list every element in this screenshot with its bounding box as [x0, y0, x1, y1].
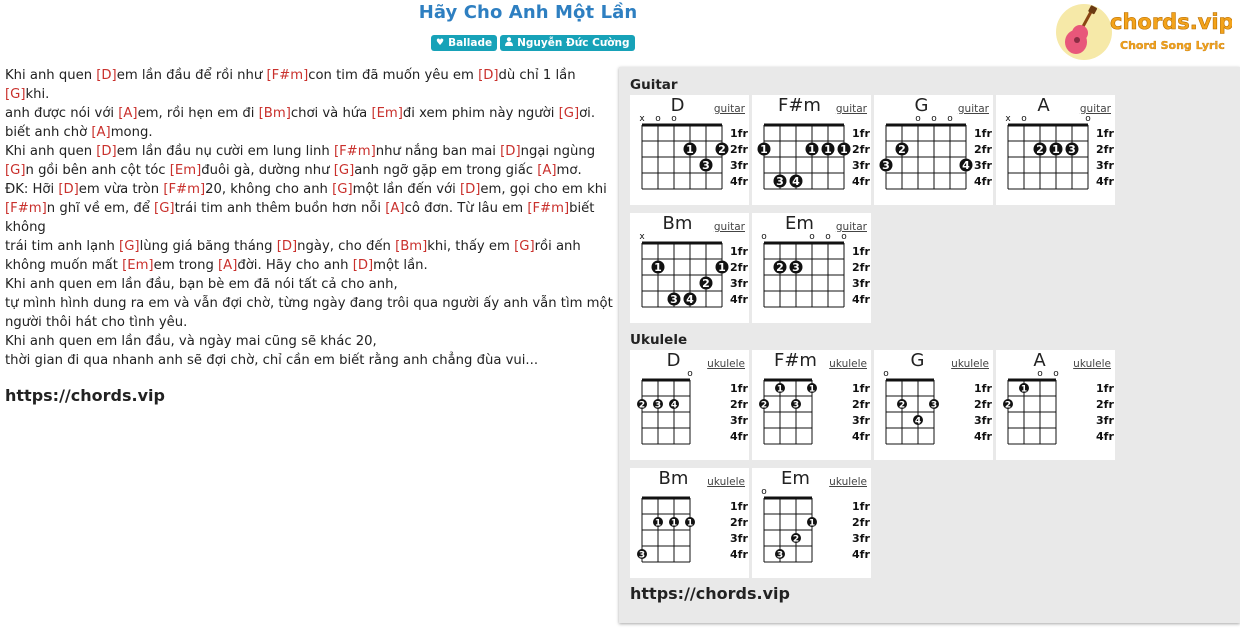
- chord-link[interactable]: [D]: [478, 68, 499, 83]
- chord-link[interactable]: [D]: [96, 68, 117, 83]
- chord-name: F#m: [774, 350, 817, 371]
- lyric-text: biết không: [5, 201, 595, 235]
- chord-instrument-link[interactable]: guitar: [713, 103, 745, 115]
- fret-label: 1fr: [730, 245, 748, 258]
- finger-number: 2: [1004, 400, 1012, 411]
- chord-link[interactable]: [Em]: [122, 258, 154, 273]
- finger-number: 2: [792, 534, 800, 545]
- finger-number: 1: [808, 384, 816, 395]
- chord-link[interactable]: [Em]: [169, 163, 202, 178]
- fret-label: 3fr: [974, 159, 992, 172]
- fret-label: 2fr: [1096, 398, 1114, 411]
- lyric-line: [5, 332, 613, 351]
- fret-label: 3fr: [852, 414, 870, 427]
- chord-link[interactable]: [G]: [558, 106, 580, 121]
- chord-instrument-link[interactable]: ukulele: [707, 476, 745, 488]
- fret-label: 1fr: [730, 500, 748, 513]
- lyric-line: [5, 294, 613, 332]
- lyric-text: rồi anh không muốn mất: [5, 239, 581, 273]
- fret-label: 1fr: [852, 245, 870, 258]
- chord-link[interactable]: [Em]: [371, 106, 403, 121]
- finger-number: 3: [930, 400, 938, 411]
- chord-link[interactable]: [A]: [537, 163, 557, 178]
- logo-tagline: Chord Song Lyric: [1120, 39, 1225, 52]
- fret-label: 2fr: [974, 143, 992, 156]
- finger-number: 3: [638, 550, 646, 561]
- lyric-text: dù chỉ 1 lần: [498, 68, 576, 83]
- fret-label: 2fr: [730, 398, 748, 411]
- finger-number: 3: [776, 175, 784, 188]
- fret-label: 1fr: [974, 127, 992, 140]
- chord-link[interactable]: [D]: [96, 144, 117, 159]
- finger-number: 2: [718, 143, 726, 156]
- fret-label: 4fr: [1096, 175, 1114, 188]
- fret-label: 2fr: [974, 398, 992, 411]
- chord-instrument-link[interactable]: ukulele: [829, 476, 867, 488]
- finger-number: 3: [792, 400, 800, 411]
- fret-label: 4fr: [730, 293, 748, 306]
- chord-link[interactable]: [A]: [91, 125, 111, 140]
- lyric-text: thời gian đi qua nhanh anh sẽ đợi chờ, chỉ cần em biết rằng anh chẳng đùa vui...: [5, 353, 539, 368]
- chord-link[interactable]: [Bm]: [395, 239, 428, 254]
- fret-label: 4fr: [852, 293, 870, 306]
- fret-label: 4fr: [730, 430, 748, 443]
- chord-link[interactable]: [F#m]: [163, 182, 206, 197]
- lyric-text: ngại ngùng: [520, 144, 596, 159]
- fret-label: 2fr: [852, 143, 870, 156]
- chord-link[interactable]: [G]: [154, 201, 175, 216]
- fret-label: 4fr: [974, 430, 992, 443]
- open-string-marker: o: [1053, 369, 1059, 379]
- chord-card-ukulele-em[interactable]: [752, 468, 871, 578]
- lyric-text: lùng giá băng tháng: [139, 239, 277, 254]
- chord-link[interactable]: [D]: [500, 144, 521, 159]
- finger-number: 1: [1052, 143, 1060, 156]
- muted-string-marker: x: [639, 232, 645, 242]
- fret-label: 1fr: [974, 382, 992, 395]
- fret-label: 3fr: [730, 532, 748, 545]
- muted-string-marker: x: [1005, 114, 1011, 124]
- chord-card-ukulele-bm[interactable]: [630, 468, 749, 578]
- open-string-marker: o: [1085, 114, 1091, 124]
- fret-label: 2fr: [730, 143, 748, 156]
- finger-number: 4: [792, 175, 800, 188]
- chord-link[interactable]: [G]: [514, 239, 535, 254]
- chord-link[interactable]: [A]: [385, 201, 405, 216]
- fret-label: 3fr: [730, 159, 748, 172]
- tag-list: [431, 35, 635, 51]
- chord-name: Em: [781, 468, 810, 489]
- lyric-text: trái tim anh thêm buồn hơn nỗi: [174, 201, 386, 216]
- chord-instrument-link[interactable]: ukulele: [829, 358, 867, 370]
- finger-number: 3: [670, 293, 678, 306]
- fret-label: 1fr: [852, 382, 870, 395]
- open-string-marker: o: [841, 232, 847, 242]
- lyric-text: chơi và hứa: [290, 106, 372, 121]
- lyric-text: 20, không cho anh: [205, 182, 333, 197]
- lyric-text: em lần đầu nụ cười em lung linh: [116, 144, 334, 159]
- fret-label: 1fr: [852, 127, 870, 140]
- lyric-text: trái tim anh lạnh: [5, 239, 120, 254]
- chord-link[interactable]: [G]: [332, 182, 353, 197]
- finger-number: 2: [638, 400, 646, 411]
- lyric-text: đuôi gà, dường như: [201, 163, 334, 178]
- fret-label: 3fr: [852, 532, 870, 545]
- chord-link[interactable]: [A]: [118, 106, 138, 121]
- lyric-text: Khi anh quen em lần đầu, bạn bè em đã nói tất cả cho anh,: [5, 277, 398, 292]
- fret-label: 2fr: [730, 261, 748, 274]
- chord-link[interactable]: [F#m]: [333, 144, 376, 159]
- open-string-marker: o: [825, 232, 831, 242]
- fret-label: 3fr: [1096, 159, 1114, 172]
- chord-card-guitar-d[interactable]: [630, 95, 749, 205]
- lyric-line: [5, 180, 613, 199]
- chord-instrument-link[interactable]: ukulele: [1073, 358, 1111, 370]
- artist-label: Nguyễn Đức Cường: [517, 37, 630, 49]
- lyric-text: đời. Hãy cho anh: [237, 258, 353, 273]
- lyric-text: khi.: [25, 87, 50, 102]
- chord-link[interactable]: [A]: [218, 258, 238, 273]
- chord-instrument-link[interactable]: guitar: [957, 103, 989, 115]
- lyric-text: cô đơn. Từ lâu em: [404, 201, 528, 216]
- lyric-text: em, gọi cho em khi: [480, 182, 607, 197]
- fret-label: 3fr: [730, 414, 748, 427]
- song-title: Hãy Cho Anh Một Lần: [418, 2, 638, 23]
- chord-link[interactable]: [F#m]: [527, 201, 570, 216]
- chord-link[interactable]: [Bm]: [258, 106, 291, 121]
- lyric-line: [5, 161, 613, 180]
- lyric-line: [5, 142, 613, 161]
- lyric-text: n gồi bên anh cột tóc: [25, 163, 170, 178]
- open-string-marker: o: [671, 114, 677, 124]
- chord-name: F#m: [778, 95, 821, 116]
- open-string-marker: o: [1021, 114, 1027, 124]
- fret-label: 2fr: [1096, 143, 1114, 156]
- open-string-marker: o: [915, 114, 921, 124]
- chord-name: A: [1037, 95, 1050, 116]
- fret-label: 3fr: [1096, 414, 1114, 427]
- fret-label: 2fr: [852, 261, 870, 274]
- finger-number: 2: [760, 400, 768, 411]
- chord-name: D: [666, 350, 681, 371]
- chord-link[interactable]: [F#m]: [266, 68, 309, 83]
- chord-link[interactable]: [D]: [276, 239, 298, 254]
- open-string-marker: o: [761, 487, 767, 497]
- lyrics-body: [5, 66, 613, 370]
- lyric-text: mơ.: [556, 163, 582, 178]
- finger-number: 3: [776, 550, 784, 561]
- fret-label: 4fr: [852, 175, 870, 188]
- chord-name: A: [1033, 350, 1046, 371]
- chord-name: G: [914, 95, 929, 116]
- finger-number: 1: [808, 143, 816, 156]
- lyric-line: [5, 104, 613, 123]
- chord-link[interactable]: [G]: [5, 87, 26, 102]
- lyric-text: n ghĩ về em, để: [46, 201, 155, 216]
- chord-instrument-link[interactable]: guitar: [835, 221, 867, 233]
- lyric-text: khi, thấy em: [427, 239, 515, 254]
- chord-panel: [619, 67, 1240, 623]
- finger-number: 3: [702, 159, 710, 172]
- fret-label: 1fr: [730, 127, 748, 140]
- fret-label: 1fr: [1096, 127, 1114, 140]
- open-string-marker: o: [883, 369, 889, 379]
- lyric-text: ơi.: [579, 106, 596, 121]
- ukulele-section-label: Ukulele: [630, 332, 688, 348]
- lyric-text: con tim đã muốn yêu em: [308, 68, 479, 83]
- open-string-marker: o: [761, 232, 767, 242]
- genre-tag[interactable]: [431, 35, 497, 51]
- finger-number: 3: [882, 159, 890, 172]
- chord-card-guitar-bm[interactable]: [630, 213, 749, 323]
- open-string-marker: o: [655, 114, 661, 124]
- muted-string-marker: x: [639, 114, 645, 124]
- finger-number: 1: [760, 143, 768, 156]
- chord-link[interactable]: [D]: [352, 258, 374, 273]
- finger-number: 4: [962, 159, 970, 172]
- fret-label: 2fr: [852, 398, 870, 411]
- lyric-line: [5, 237, 613, 275]
- finger-number: 3: [654, 400, 662, 411]
- open-string-marker: o: [1037, 369, 1043, 379]
- logo-wordmark: chords.vip: [1110, 10, 1232, 34]
- chord-link[interactable]: [G]: [333, 163, 355, 178]
- lyric-text: biết anh chờ: [5, 125, 92, 140]
- chord-name: Bm: [658, 468, 689, 489]
- lyric-text: ĐK: Hỡi: [5, 182, 59, 197]
- lyric-text: anh được nói với: [5, 106, 119, 121]
- site-url[interactable]: https://chords.vip: [5, 386, 165, 405]
- heart-icon: ♥: [436, 38, 445, 48]
- finger-number: 2: [1036, 143, 1044, 156]
- site-logo[interactable]: [1052, 2, 1232, 62]
- chord-card-ukulele-d[interactable]: [630, 350, 749, 460]
- fret-label: 1fr: [852, 500, 870, 513]
- chord-card-guitar-em[interactable]: [752, 213, 871, 323]
- open-string-marker: o: [809, 232, 815, 242]
- finger-number: 4: [686, 293, 694, 306]
- lyric-line: [5, 275, 613, 294]
- finger-number: 2: [702, 277, 710, 290]
- finger-number: 1: [654, 261, 662, 274]
- chord-name: Bm: [662, 213, 693, 234]
- finger-number: 1: [808, 518, 816, 529]
- lyric-text: Khi anh quen em lần đầu, và ngày mai cũng sẽ khác 20,: [5, 334, 377, 349]
- lyric-text: em lần đầu để rồi như: [116, 68, 267, 83]
- lyric-text: anh ngỡ gặp em trong giấc: [354, 163, 538, 178]
- open-string-marker: o: [947, 114, 953, 124]
- fret-label: 4fr: [974, 175, 992, 188]
- chord-link[interactable]: [D]: [58, 182, 79, 197]
- chord-instrument-link[interactable]: guitar: [835, 103, 867, 115]
- lyric-text: em trong: [153, 258, 219, 273]
- lyric-line: [5, 351, 613, 370]
- chord-instrument-link[interactable]: ukulele: [707, 358, 745, 370]
- fret-label: 4fr: [852, 548, 870, 561]
- open-string-marker: o: [687, 369, 693, 379]
- chord-link[interactable]: [F#m]: [5, 201, 47, 216]
- fret-label: 3fr: [852, 277, 870, 290]
- lyric-line: [5, 123, 613, 142]
- lyric-line: [5, 199, 613, 237]
- chord-link[interactable]: [G]: [5, 163, 26, 178]
- genre-label: Ballade: [448, 37, 493, 49]
- chord-name: G: [910, 350, 925, 371]
- lyric-text: Khi anh quen: [5, 68, 97, 83]
- lyric-line: [5, 66, 613, 104]
- finger-number: 1: [776, 384, 784, 395]
- chord-link[interactable]: [G]: [119, 239, 140, 254]
- lyric-text: mong.: [110, 125, 153, 140]
- finger-number: 1: [686, 518, 694, 529]
- finger-number: 1: [686, 143, 694, 156]
- finger-number: 1: [670, 518, 678, 529]
- user-icon: [505, 37, 513, 49]
- fret-label: 3fr: [974, 414, 992, 427]
- lyric-text: em, rồi hẹn em đi: [137, 106, 259, 121]
- chord-name: Em: [785, 213, 814, 234]
- finger-number: 3: [1068, 143, 1076, 156]
- chord-card-ukulele-a[interactable]: [996, 350, 1115, 460]
- lyric-text: một lần.: [373, 258, 428, 273]
- fret-label: 3fr: [730, 277, 748, 290]
- finger-number: 1: [840, 143, 848, 156]
- fret-label: 4fr: [852, 430, 870, 443]
- fret-label: 2fr: [852, 516, 870, 529]
- chord-link[interactable]: [D]: [459, 182, 481, 197]
- finger-number: 3: [792, 261, 800, 274]
- fret-label: 3fr: [852, 159, 870, 172]
- chord-card-ukulele-g[interactable]: [874, 350, 993, 460]
- finger-number: 1: [1020, 384, 1028, 395]
- lyric-text: như nắng ban mai: [375, 144, 501, 159]
- fret-label: 1fr: [1096, 382, 1114, 395]
- lyric-text: đi xem phim này người: [402, 106, 559, 121]
- finger-number: 2: [898, 143, 906, 156]
- finger-number: 2: [898, 400, 906, 411]
- chord-name: D: [670, 95, 685, 116]
- fret-label: 4fr: [1096, 430, 1114, 443]
- lyric-text: ngày, cho đến: [297, 239, 396, 254]
- fret-label: 4fr: [730, 175, 748, 188]
- lyric-text: em vừa tròn: [78, 182, 164, 197]
- lyric-text: Khi anh quen: [5, 144, 97, 159]
- chord-card-guitar-fsharpm[interactable]: [752, 95, 871, 205]
- finger-number: 4: [914, 416, 922, 427]
- finger-number: 1: [654, 518, 662, 529]
- finger-number: 1: [824, 143, 832, 156]
- guitar-section-label: Guitar: [630, 77, 678, 93]
- chord-instrument-link[interactable]: guitar: [1079, 103, 1111, 115]
- lyric-text: một lần đến với: [352, 182, 460, 197]
- panel-site-url[interactable]: https://chords.vip: [630, 584, 790, 603]
- open-string-marker: o: [931, 114, 937, 124]
- fret-label: 1fr: [730, 382, 748, 395]
- chord-card-guitar-g[interactable]: [874, 95, 993, 205]
- finger-number: 4: [670, 400, 678, 411]
- chord-card-guitar-a[interactable]: [996, 95, 1115, 205]
- fret-label: 2fr: [730, 516, 748, 529]
- lyric-text: tự mình hình dung ra em và vẫn đợi chờ, từng ngày đang trôi qua người ấy anh vẫn tìm một người thôi hát cho tình yêu.: [5, 296, 613, 330]
- finger-number: 1: [718, 261, 726, 274]
- chord-card-ukulele-fsharpm[interactable]: [752, 350, 871, 460]
- fret-label: 4fr: [730, 548, 748, 561]
- finger-number: 2: [776, 261, 784, 274]
- chord-instrument-link[interactable]: ukulele: [951, 358, 989, 370]
- chord-instrument-link[interactable]: guitar: [713, 221, 745, 233]
- artist-tag[interactable]: [500, 35, 634, 51]
